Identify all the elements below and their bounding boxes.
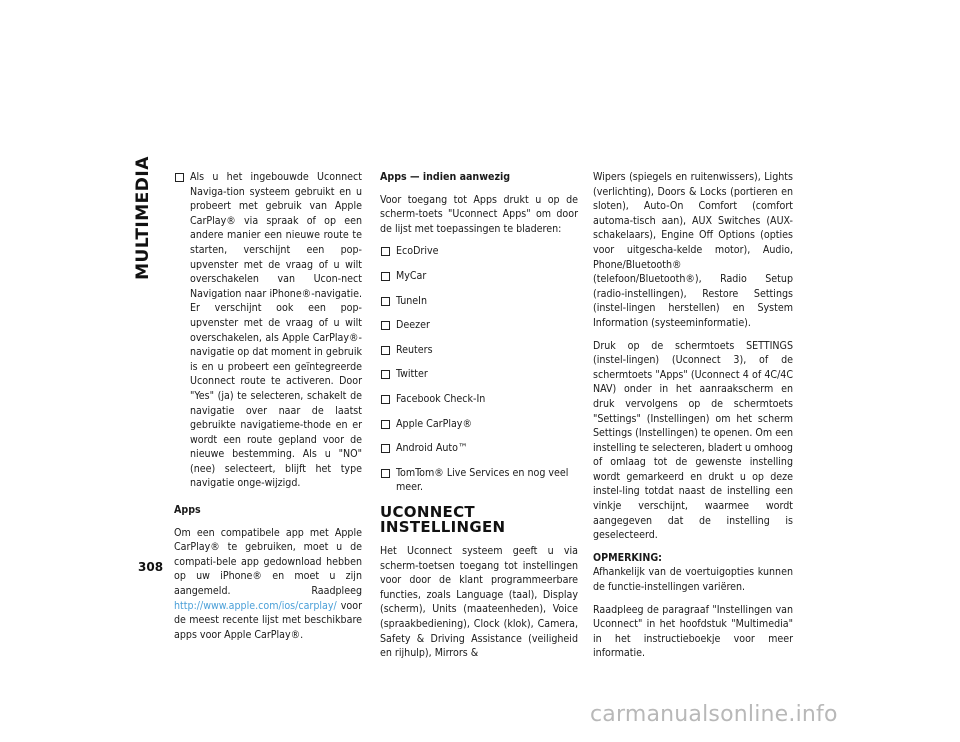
settings-list-paragraph: Wipers (spiegels en ruitenwissers), Lights (verlichting), Doors & Locks (portieren en sloten), Auto-On Comfort (comfort automa-tisch aan), AUX Switches (AUX-schakelaars), Engine Off Options (opties voor uitgescha-kelde motor), Audio, Phone/Bluetooth® (telefoon/Bluetooth®), Radio Setup (radio-instellingen), Restore Settings (instel-lingen herstellen) en System Information (systeeminformatie). — [593, 171, 793, 329]
page-number: 308 — [138, 560, 164, 574]
note — [593, 551, 793, 595]
watermark: carmanualsonline.info — [590, 702, 838, 727]
app-list-item — [380, 392, 578, 407]
apps-heading: Apps — [174, 504, 201, 517]
app-list-item-label: Apple CarPlay® — [396, 417, 472, 430]
apps-paragraph — [174, 526, 362, 643]
sidebar-label-text: MULTIMEDIA — [133, 156, 154, 280]
app-list-item — [380, 466, 578, 495]
reference-paragraph: Raadpleeg de paragraaf "Instellingen van Uconnect" in het hoofdstuk "Multimedia" in het instructieboekje voor meer informatie. — [593, 603, 793, 660]
app-list-item — [380, 269, 578, 284]
column-2 — [380, 170, 578, 669]
checkbox-bullet-icon — [175, 173, 184, 182]
app-list-item-label: Deezer — [396, 319, 430, 332]
app-list-item — [380, 318, 578, 333]
app-list — [380, 244, 578, 495]
apps-intro: Voor toegang tot Apps drukt u op de scherm-toets "Uconnect Apps" om door de lijst met toepassingen te bladeren: — [380, 193, 578, 235]
app-list-item — [380, 294, 578, 309]
column-3 — [593, 170, 793, 669]
app-list-item — [380, 417, 578, 432]
checkbox-bullet-icon — [381, 420, 390, 429]
app-list-item-label: MyCar — [396, 269, 427, 282]
app-list-item-label: Twitter — [396, 368, 428, 381]
checkbox-bullet-icon — [381, 346, 390, 355]
app-list-item — [380, 343, 578, 358]
checkbox-bullet-icon — [381, 247, 390, 256]
note-text: Afhankelijk van de voertuigopties kunnen de functie-instellingen variëren. — [593, 566, 793, 594]
app-list-item — [380, 244, 578, 259]
navigation-bullet-text: Als u het ingebouwde Uconnect Naviga-tion systeem gebruikt en u probeert met gebruik van Apple CarPlay® via spraak of op een andere manier een nieuwe route te starten, verschijnt een pop-upvenster met de vraag of u wilt overschakelen van Ucon-nect Navigation naar iPhone®-navigatie. Er verschijnt ook een pop-upvenster met de vraag of u wilt overschakelen, als Apple CarPlay®-navigatie op dat moment in gebruik is en u probeert een geïntegreerde Uconnect route te activeren. Door "Yes" (ja) te selecteren, schakelt de navigatie over naar de laatst gebruikte navigatieme-thode en er wordt een route gepland voor de nieuwe bestemming. Als u "NO" (nee) selecteert, blijft het type navigatie onge-wijzigd. — [190, 171, 362, 490]
carplay-link[interactable]: http://www.apple.com/ios/carplay/ — [174, 599, 337, 612]
app-list-item — [380, 367, 578, 382]
section-paragraph: Het Uconnect systeem geeft u via scherm-toetsen toegang tot instellingen voor door de klant programmeerbare functies, zoals Language (taal), Display (scherm), Units (maateenheden), Voice (spraakbediening), Clock (klok), Camera, Safety & Driving Assistance (veiligheid en rijhulp), Mirrors & — [380, 545, 578, 660]
app-list-item — [380, 441, 578, 456]
app-list-item-label: EcoDrive — [396, 245, 439, 258]
app-list-item-label: TuneIn — [396, 294, 428, 307]
checkbox-bullet-icon — [381, 297, 390, 306]
app-list-item-label: TomTom® Live Services en nog veel meer. — [396, 466, 569, 494]
app-list-item-label: Android Auto™ — [396, 442, 468, 455]
app-list-item-label: Facebook Check-In — [396, 392, 486, 405]
settings-instructions-paragraph: Druk op de schermtoets SETTINGS (instel-lingen) (Uconnect 3), of de schermtoets "Apps" (Uconnect 4 of 4C/4C NAV) onder in het aanraakscherm en druk vervolgens op de schermtoets "Settings" (Instellingen) om het scherm Settings (Instellingen) te openen. Om een instelling te selecteren, bladert u omhoog of omlaag tot de gewenste instelling wordt gemarkeerd en drukt u op deze instel-ling totdat naast de instelling een vinkje verschijnt, waarmee wordt aangegeven dat de instelling is geselecteerd. — [593, 339, 793, 542]
navigation-bullet — [174, 170, 362, 491]
checkbox-bullet-icon — [381, 469, 390, 478]
checkbox-bullet-icon — [381, 444, 390, 453]
app-list-item-label: Reuters — [396, 343, 433, 356]
apps-text-after: voor de meest recente lijst met beschikbare apps voor Apple CarPlay®. — [174, 599, 362, 641]
apps-optional-heading: Apps — indien aanwezig — [380, 171, 511, 183]
checkbox-bullet-icon — [381, 395, 390, 404]
checkbox-bullet-icon — [381, 272, 390, 281]
checkbox-bullet-icon — [381, 321, 390, 330]
section-sidebar-label — [128, 156, 158, 280]
checkbox-bullet-icon — [381, 370, 390, 379]
note-title: OPMERKING: — [593, 551, 662, 564]
apps-text-before: Om een compatibele app met Apple CarPlay® te gebruiken, moet u de compati-bele app gedownload hebben op uw iPhone® en moet u zijn aangemeld. Raadpleeg — [174, 526, 362, 598]
section-title: UCONNECT INSTELLINGEN — [380, 502, 506, 536]
column-1 — [174, 170, 362, 650]
